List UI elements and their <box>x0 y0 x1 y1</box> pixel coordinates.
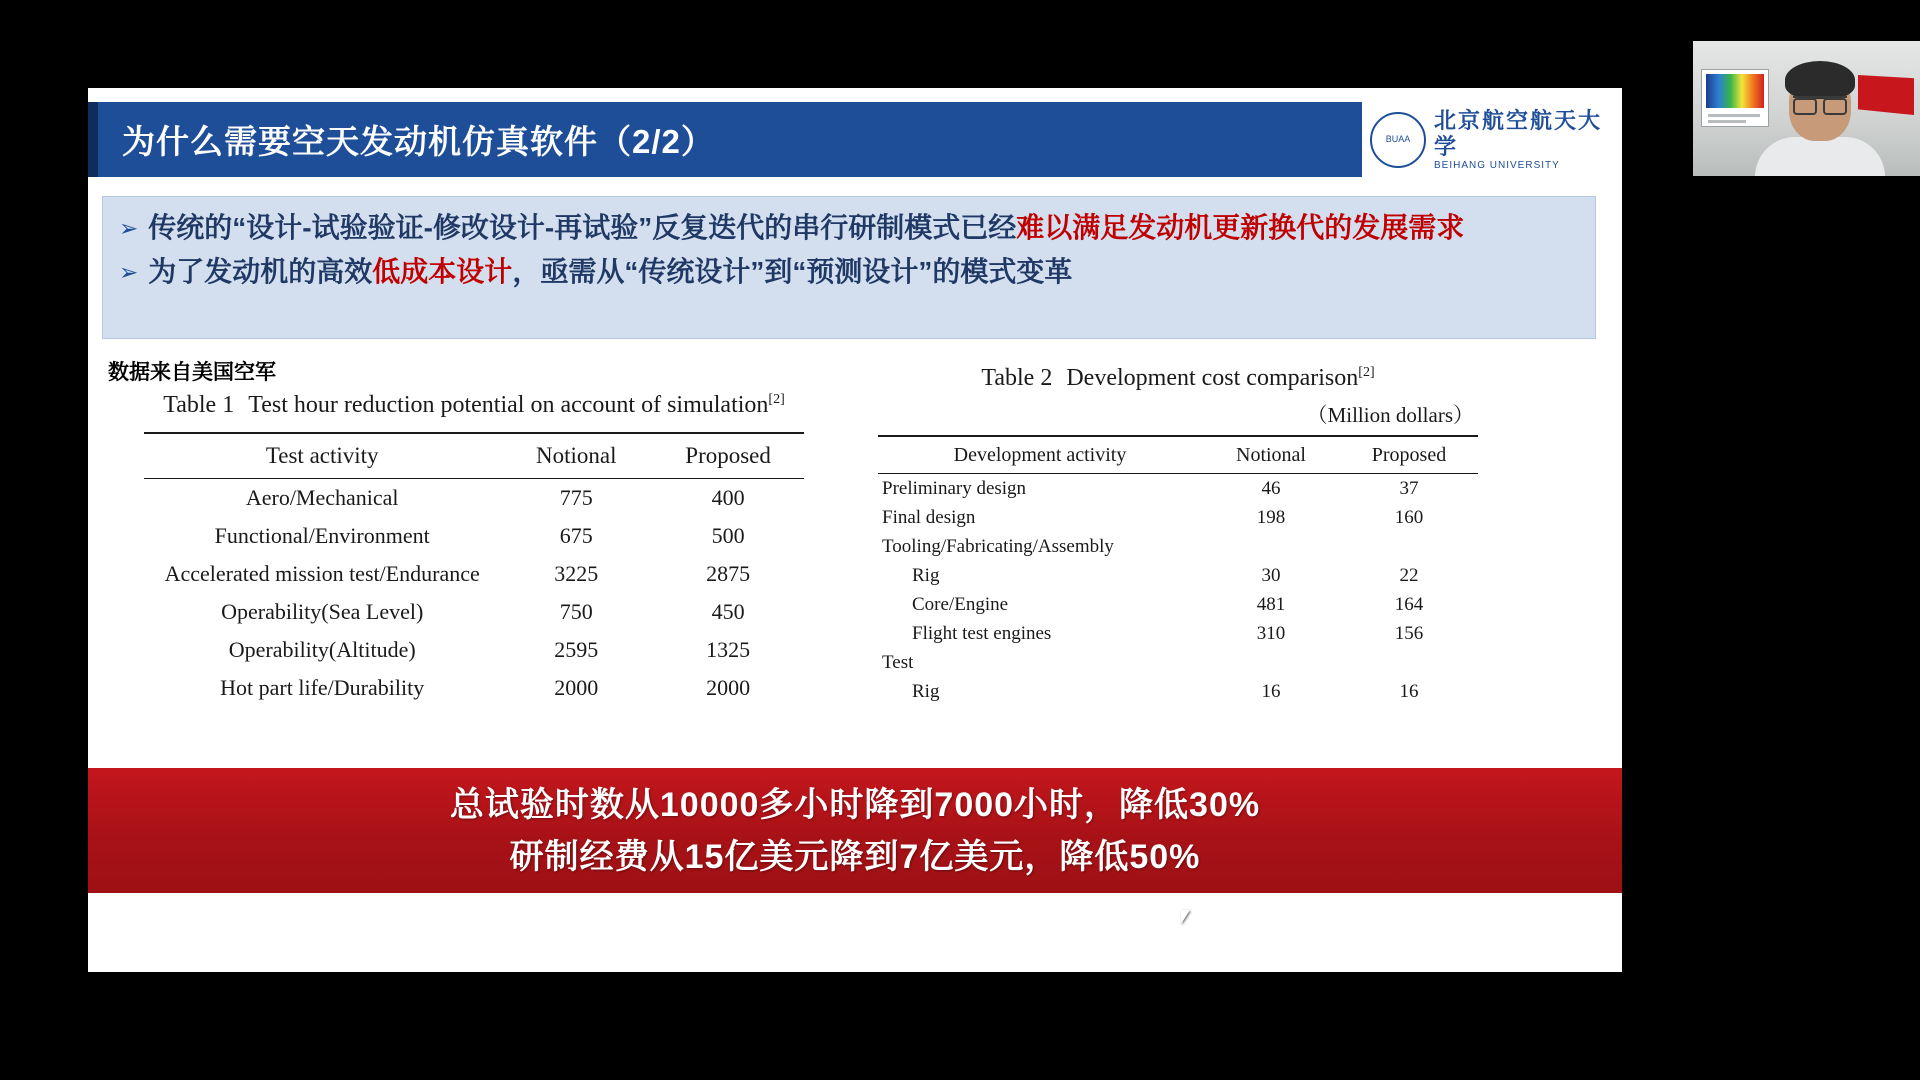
table-2-r7-notional: 16 <box>1261 680 1281 702</box>
table-header-row <box>878 436 1478 474</box>
table-row <box>878 619 1478 648</box>
table-1-r3-notional: 750 <box>559 599 593 624</box>
table-row <box>144 669 804 707</box>
table-1-r0-proposed: 400 <box>711 485 745 510</box>
table-2-r1-proposed: 160 <box>1394 506 1424 528</box>
table-2-col-proposed: Proposed <box>1340 436 1478 474</box>
table-1-r1-proposed: 500 <box>711 523 745 548</box>
table-1-caption-sup: [2] <box>768 392 785 407</box>
bullet-arrow-icon: ➢ <box>119 259 139 285</box>
table-2-r5-proposed: 156 <box>1394 622 1424 644</box>
table-2-units: （Million dollars） <box>1306 403 1474 427</box>
table-1-r2-notional: 3225 <box>554 561 599 586</box>
table-2-r2-notional <box>1202 532 1340 561</box>
table-1-r5-activity: Hot part life/Durability <box>220 675 425 700</box>
bullet-1-part-1: 传统的“设计-试验验证-修改设计-再试验”反复迭代的串行研制模式已经 <box>148 212 1017 243</box>
table-2 <box>878 435 1478 706</box>
table-2-caption <box>878 356 1478 395</box>
table-1-r1-activity: Functional/Environment <box>214 523 430 548</box>
speaker-glasses <box>1793 96 1847 112</box>
table-1-r2-activity: Accelerated mission test/Endurance <box>164 561 480 586</box>
bullet-text <box>148 208 1464 248</box>
table-2-col-activity: Development activity <box>878 436 1202 474</box>
table-1-r3-proposed: 450 <box>711 599 745 624</box>
table-2-r0-proposed: 37 <box>1399 477 1419 499</box>
table-row <box>144 479 804 518</box>
poster-text-line <box>1708 114 1760 117</box>
table-1-col-proposed: Proposed <box>652 433 804 479</box>
bullet-2-part-2: 低成本设计 <box>372 256 513 287</box>
table-1-r4-activity: Operability(Altitude) <box>228 637 416 662</box>
table-1-col-notional: Notional <box>500 433 652 479</box>
table-1-block <box>144 383 804 707</box>
university-logo <box>1362 102 1622 177</box>
presentation-slide <box>88 88 1622 972</box>
table-2-r4-notional: 481 <box>1256 593 1286 615</box>
table-2-r5-notional: 310 <box>1256 622 1286 644</box>
table-1-r2-proposed: 2875 <box>706 561 751 586</box>
table-1-r0-activity: Aero/Mechanical <box>245 485 399 510</box>
table-row <box>878 561 1478 590</box>
table-2-r2-proposed <box>1340 532 1478 561</box>
table-1 <box>144 432 804 707</box>
table-row <box>144 555 804 593</box>
table-2-r5-activity: Flight test engines <box>912 622 1052 644</box>
table-1-caption-text: Test hour reduction potential on account of simulation <box>248 392 769 418</box>
subtitle-banner <box>88 768 1622 893</box>
bullet-item <box>119 252 1581 292</box>
table-2-r7-activity: Rig <box>912 680 940 702</box>
speaker-body <box>1755 137 1885 176</box>
table-2-label: Table 2 <box>981 365 1053 391</box>
table-2-block <box>878 356 1478 706</box>
table-row <box>878 677 1478 706</box>
table-header-row <box>144 433 804 479</box>
table-2-caption-sup: [2] <box>1358 365 1375 380</box>
speaker-webcam-overlay[interactable] <box>1693 41 1920 176</box>
table-2-r3-proposed: 22 <box>1399 564 1419 586</box>
table-2-r1-activity: Final design <box>882 506 976 528</box>
table-1-r4-notional: 2595 <box>554 637 599 662</box>
speaker-hair <box>1785 61 1855 99</box>
table-1-r4-proposed: 1325 <box>706 637 751 662</box>
university-name-cn: 北京航空航天大学 <box>1434 107 1603 159</box>
subtitle-line-1: 总试验时数从10000多小时降到7000小时，降低30% <box>449 785 1261 824</box>
table-2-r4-activity: Core/Engine <box>912 593 1009 615</box>
table-1-r3-activity: Operability(Sea Level) <box>221 599 424 624</box>
table-1-r0-notional: 775 <box>559 485 593 510</box>
wall-poster <box>1701 69 1769 127</box>
table-row <box>878 648 1478 677</box>
table-1-caption <box>144 383 804 422</box>
university-seal-icon: BUAA <box>1370 112 1426 168</box>
table-2-r1-notional: 198 <box>1256 506 1286 528</box>
table-row <box>878 590 1478 619</box>
bullet-arrow-icon: ➢ <box>119 215 139 241</box>
table-2-r0-notional: 46 <box>1261 477 1281 499</box>
flag-decoration <box>1858 75 1914 115</box>
table-row <box>878 503 1478 532</box>
table-2-r6-notional <box>1202 648 1340 677</box>
bullet-1-part-2: 难以满足发动机更新换代的发展需求 <box>1016 212 1465 243</box>
table-1-r5-notional: 2000 <box>554 675 599 700</box>
data-source-note: 数据来自美国空军 <box>108 361 276 384</box>
table-1-col-activity: Test activity <box>144 433 500 479</box>
bullet-2-part-3: ，亟需从“传统设计”到“预测设计”的模式变革 <box>512 256 1073 287</box>
poster-text-line <box>1708 120 1746 123</box>
table-1-r5-proposed: 2000 <box>706 675 751 700</box>
table-2-r7-proposed: 16 <box>1399 680 1419 702</box>
table-2-r6-proposed <box>1340 648 1478 677</box>
table-1-label: Table 1 <box>163 392 235 418</box>
table-2-r2-activity: Tooling/Fabricating/Assembly <box>882 535 1114 557</box>
table-2-col-notional: Notional <box>1202 436 1340 474</box>
title-accent-bar <box>88 102 98 177</box>
bullet-text <box>148 252 1072 292</box>
table-2-r3-notional: 30 <box>1261 564 1281 586</box>
table-2-r4-proposed: 164 <box>1394 593 1424 615</box>
table-2-r3-activity: Rig <box>912 564 940 586</box>
table-row <box>144 517 804 555</box>
table-row <box>878 532 1478 561</box>
poster-image <box>1706 74 1764 108</box>
table-row <box>144 631 804 669</box>
bullet-2-part-1: 为了发动机的高效 <box>148 256 373 287</box>
table-row <box>878 474 1478 504</box>
bullet-panel <box>102 196 1596 339</box>
slide-title: 为什么需要空天发动机仿真软件（2/2） <box>122 123 715 160</box>
university-name-en: BEIHANG UNIVERSITY <box>1434 159 1560 171</box>
table-2-r0-activity: Preliminary design <box>882 477 1027 499</box>
table-2-caption-text: Development cost comparison <box>1066 365 1359 391</box>
bullet-item <box>119 208 1581 248</box>
subtitle-line-2: 研制经费从15亿美元降到7亿美元，降低50% <box>509 837 1201 876</box>
table-row <box>144 593 804 631</box>
table-2-r6-activity: Test <box>882 651 914 673</box>
table-1-r1-notional: 675 <box>559 523 593 548</box>
slide-title-bar <box>88 102 1622 177</box>
